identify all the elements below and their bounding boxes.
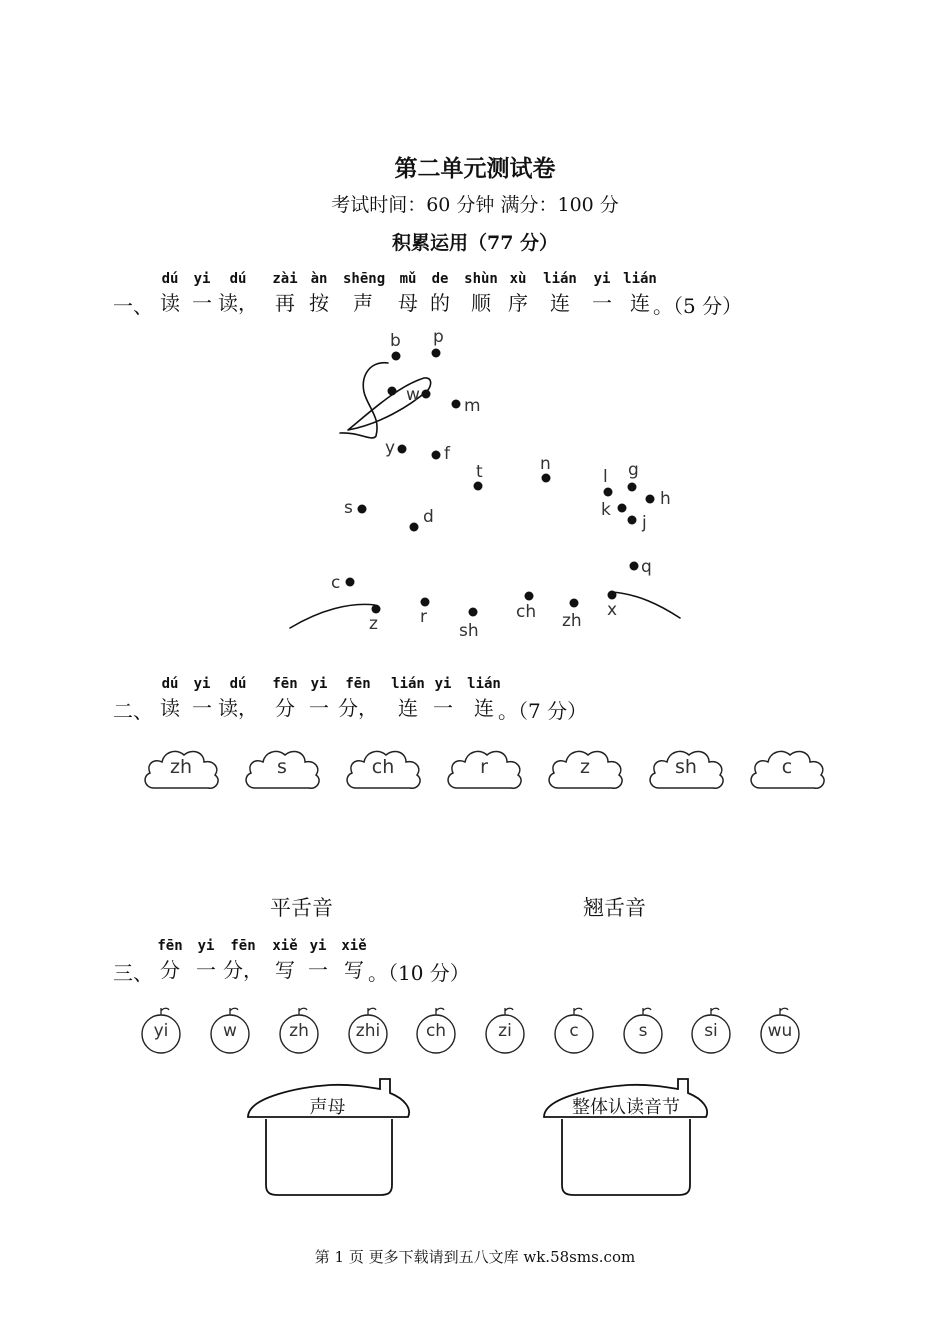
apple-text: si — [704, 1021, 718, 1041]
pinyin: xiě — [341, 938, 367, 954]
hanzi: 分， — [223, 958, 263, 982]
page-title: 第二单元测试卷 — [394, 155, 556, 182]
pinyin: zài — [272, 271, 298, 287]
hanzi: 分， — [338, 696, 378, 720]
pinyin: yi — [309, 938, 327, 954]
exam-info: 考试时间：60 分钟 满分：100 分 — [331, 194, 619, 216]
pinyin-char — [299, 673, 339, 721]
pinyin: yi — [593, 271, 611, 287]
apple-text: yi — [153, 1021, 169, 1041]
hanzi: 分 — [160, 958, 180, 982]
section-title: 积累运用（77 分） — [391, 232, 559, 254]
dot-to-dot-picture — [280, 320, 700, 640]
cloud-text: z — [580, 756, 590, 778]
hanzi: 序 — [508, 291, 528, 315]
dot-label: r — [420, 607, 427, 627]
apple-card[interactable] — [689, 1005, 733, 1055]
hanzi: 连 — [630, 291, 650, 315]
hanzi: 读， — [218, 291, 258, 315]
pinyin: mǔ — [399, 271, 417, 287]
cloud-card[interactable] — [443, 740, 525, 798]
pinyin-char — [540, 268, 580, 316]
apple-card[interactable] — [483, 1005, 527, 1055]
dot-label: ch — [516, 602, 537, 622]
house-label-initials: 声母 — [309, 1097, 346, 1118]
pinyin: yi — [193, 676, 211, 692]
pinyin: fēn — [272, 676, 298, 692]
pinyin: de — [431, 271, 449, 287]
hanzi: 写 — [344, 958, 364, 982]
pinyin: yi — [193, 271, 211, 287]
pinyin-char — [582, 268, 622, 316]
pinyin: dú — [229, 271, 247, 287]
hanzi: 母 — [398, 291, 418, 315]
pinyin: dú — [229, 676, 247, 692]
pinyin-char — [423, 673, 463, 721]
dot-label: n — [540, 454, 551, 474]
pinyin: shēng — [343, 271, 386, 287]
apple-card[interactable] — [346, 1005, 390, 1055]
dot-label: x — [607, 600, 618, 620]
dot-label: g — [628, 460, 639, 480]
pinyin: yi — [197, 938, 215, 954]
bottom-left-curve — [290, 604, 375, 628]
cloud-text: sh — [675, 756, 697, 778]
score-label: 。（7 分） — [498, 699, 588, 723]
pinyin: yi — [310, 676, 328, 692]
dot-label: d — [423, 507, 434, 527]
apple-text: s — [638, 1021, 648, 1041]
question-2-heading — [113, 673, 833, 733]
apple-card[interactable] — [414, 1005, 458, 1055]
pinyin-char — [186, 935, 226, 983]
pinyin-char — [498, 268, 538, 316]
cloud-text: r — [480, 756, 488, 778]
pinyin: fēn — [345, 676, 371, 692]
hanzi: 连 — [398, 696, 418, 720]
dot-label: b — [390, 331, 401, 351]
category-flat-tongue: 平舌音 — [270, 896, 333, 920]
cloud-card[interactable] — [544, 740, 626, 798]
pinyin-char — [150, 935, 190, 983]
question-number: 一、 — [113, 294, 153, 318]
hanzi: 一 — [308, 958, 328, 982]
pinyin-char — [182, 673, 222, 721]
pinyin: fēn — [157, 938, 183, 954]
dot-label: t — [476, 462, 483, 482]
hanzi: 连 — [474, 696, 494, 720]
hanzi: 再 — [275, 291, 295, 315]
category-retroflex: 翘舌音 — [583, 896, 646, 920]
pinyin-char — [298, 935, 338, 983]
apple-text: zh — [289, 1021, 309, 1041]
hanzi: 一 — [196, 958, 216, 982]
dot-label: j — [642, 513, 647, 533]
cloud-text: s — [277, 756, 287, 778]
hanzi: 的 — [430, 291, 450, 315]
apple-text: c — [569, 1021, 579, 1041]
cloud-text: zh — [169, 756, 192, 778]
cloud-card[interactable] — [645, 740, 727, 798]
hanzi: 一 — [192, 696, 212, 720]
pinyin-char — [461, 268, 501, 316]
apple-card[interactable] — [208, 1005, 252, 1055]
pinyin: xù — [509, 271, 527, 287]
cloud-text: c — [781, 756, 793, 778]
pinyin-char — [218, 268, 258, 316]
pinyin-char — [343, 268, 386, 316]
score-label: 。（5 分） — [653, 294, 743, 318]
dot-label: f — [444, 444, 450, 464]
question-number: 二、 — [113, 699, 153, 723]
apple-text: ch — [425, 1021, 447, 1041]
hanzi: 声 — [353, 291, 373, 315]
hanzi: 一 — [192, 291, 212, 315]
pinyin: lián — [467, 676, 501, 692]
dot-label: m — [464, 396, 481, 416]
hanzi: 顺 — [471, 291, 491, 315]
cloud-text: ch — [371, 756, 395, 778]
dot-label: y — [385, 438, 396, 458]
pinyin: lián — [543, 271, 577, 287]
pinyin-char — [223, 935, 263, 983]
hanzi: 一 — [433, 696, 453, 720]
pinyin-char — [388, 673, 428, 721]
cloud-card[interactable] — [746, 740, 828, 798]
cloud-card[interactable] — [342, 740, 424, 798]
hanzi: 一 — [592, 291, 612, 315]
dot-label: zh — [562, 611, 582, 631]
pinyin-char — [420, 268, 460, 316]
hanzi: 读 — [160, 696, 180, 720]
dot-label: l — [603, 467, 608, 487]
pinyin-char — [218, 673, 258, 721]
apple-card[interactable] — [277, 1005, 321, 1055]
question-number: 三、 — [113, 961, 153, 985]
pinyin: xiě — [272, 938, 298, 954]
dot-label: w — [406, 385, 420, 405]
cloud-card[interactable] — [241, 740, 323, 798]
apple-text: wu — [767, 1021, 793, 1041]
hanzi: 分 — [275, 696, 295, 720]
apple-text: zhi — [355, 1021, 381, 1041]
dot-label: c — [331, 573, 341, 593]
apple-card[interactable] — [552, 1005, 596, 1055]
pinyin: lián — [391, 676, 425, 692]
pinyin-char — [182, 268, 222, 316]
question-1-heading — [113, 268, 833, 328]
hanzi: 连 — [550, 291, 570, 315]
score-label: 。（10 分） — [368, 961, 470, 985]
hanzi: 写 — [275, 958, 295, 982]
dot-label: k — [601, 500, 611, 520]
apple-card[interactable] — [758, 1005, 802, 1055]
dot-label: q — [641, 557, 652, 577]
apple-text: zi — [498, 1021, 512, 1041]
bottom-right-curve — [612, 592, 680, 618]
hanzi: 读 — [160, 291, 180, 315]
pinyin: dú — [161, 271, 179, 287]
house-label-whole-syllables: 整体认读音节 — [572, 1097, 680, 1118]
dot-label: sh — [459, 621, 479, 640]
apple-text: w — [223, 1021, 237, 1041]
apple-card[interactable] — [139, 1005, 183, 1055]
apple-card[interactable] — [621, 1005, 665, 1055]
dot-label: z — [369, 614, 378, 634]
pinyin: fēn — [230, 938, 256, 954]
hanzi: 一 — [309, 696, 329, 720]
hanzi: 按 — [309, 291, 329, 315]
pinyin: lián — [623, 271, 657, 287]
pinyin: yi — [434, 676, 452, 692]
dot-label: p — [433, 327, 444, 347]
cloud-card[interactable] — [140, 740, 222, 798]
pinyin: àn — [310, 271, 328, 287]
pinyin: dú — [161, 676, 179, 692]
pinyin-char — [338, 673, 378, 721]
hanzi: 读， — [218, 696, 258, 720]
pinyin: shùn — [464, 271, 498, 287]
pinyin-char — [299, 268, 339, 316]
dot-label: s — [344, 498, 353, 518]
page-footer: 第 1 页 更多下载请到五八文库 wk.58sms.com — [314, 1248, 636, 1266]
dot-label: h — [660, 489, 671, 509]
question-3-heading — [113, 935, 833, 995]
